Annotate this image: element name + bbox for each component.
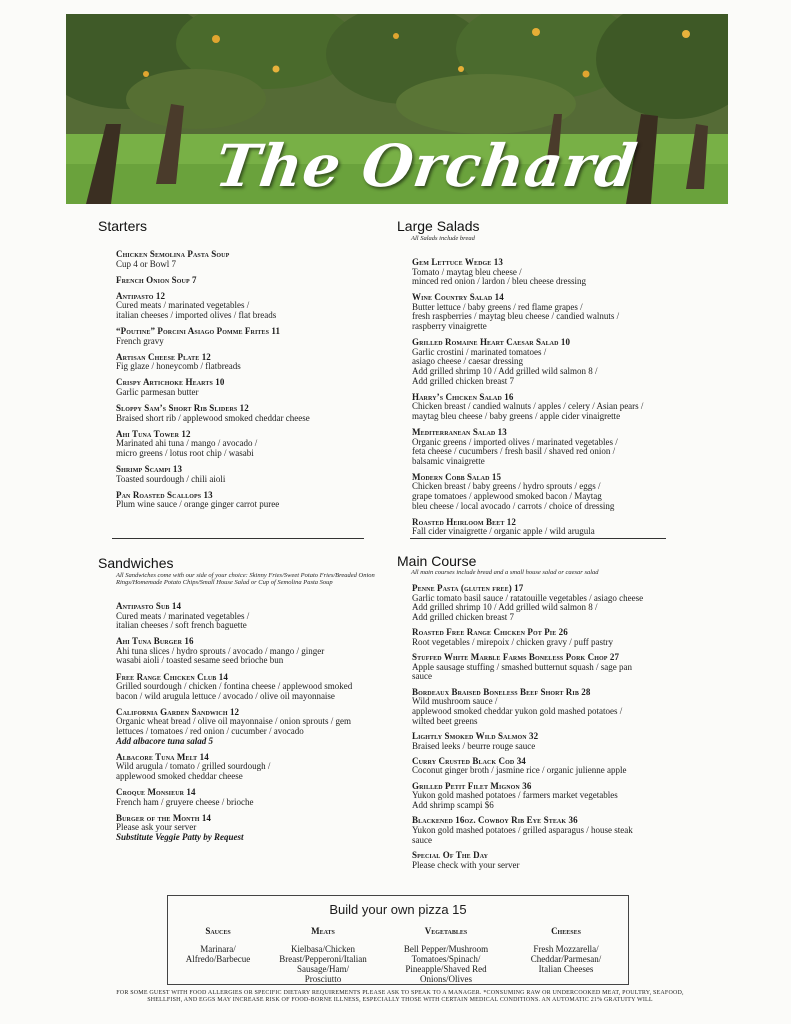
menu-item — [116, 814, 391, 843]
menu-item-name: Grilled Romaine Heart Caesar Salad 10 — [412, 337, 571, 348]
menu-item-description: minced red onion / lardon / bleu cheese dressing — [412, 276, 586, 287]
pizza-option-line: Prosciutto — [304, 974, 342, 984]
pizza-cheeses-column — [514, 926, 618, 974]
menu-item-description: Grilled sourdough / chicken / fontina cheese / applewood smoked — [116, 681, 353, 692]
menu-item-name: Burger of the Month 14 — [116, 812, 212, 823]
menu-item-description: Marinated ahi tuna / mango / avocado / — [116, 438, 258, 449]
menu-item-description: Butter lettuce / baby greens / red flame grapes / — [412, 301, 583, 312]
menu-item — [412, 473, 702, 511]
menu-item-name: Crispy Artichoke Hearts 10 — [116, 377, 225, 388]
menu-item-description: Yukon gold mashed potatoes / grilled asparagus / house steak — [412, 825, 633, 836]
menu-item — [116, 673, 391, 702]
menu-item-description: Please ask your server — [116, 822, 197, 833]
pizza-column-heading: Cheeses — [551, 926, 581, 936]
menu-item-addon-note: Add albacore tuna salad 5 — [116, 735, 214, 746]
menu-item-description: wasabi aioli / toasted sesame seed brioche bun — [116, 655, 284, 666]
starters-heading: Starters — [98, 218, 148, 234]
menu-item-name: Shrimp Scampi 13 — [116, 464, 183, 475]
menu-item-description: bleu cheese / local avocado / carrots / choice of dressing — [412, 500, 615, 511]
pizza-vegetables-column — [390, 926, 502, 984]
menu-item — [412, 628, 712, 647]
menu-item-description: Organic wheat bread / olive oil mayonnaise / onion sprouts / gem — [116, 716, 352, 727]
menu-item-name: Artisan Cheese Plate 12 — [116, 351, 211, 362]
menu-item-description: Plum wine sauce / orange ginger carrot puree — [116, 499, 280, 510]
menu-item-name: Free Range Chicken Club 14 — [116, 671, 228, 682]
menu-item-name: Blackened 16oz. Cowboy Rib Eye Steak 36 — [412, 815, 578, 826]
menu-item-description: Add grilled chicken breast 7 — [412, 611, 514, 622]
menu-item-description: Apple sausage stuffing / smashed butternut squash / sage pan — [412, 661, 633, 672]
menu-item-name: Gem Lettuce Wedge 13 — [412, 257, 503, 267]
menu-item-name: Roasted Free Range Chicken Pot Pie 26 — [412, 627, 568, 638]
menu-item-description: Toasted sourdough / chili aioli — [116, 473, 226, 484]
menu-item-description: maytag bleu cheese / baby greens / apple cider vinaigrette — [412, 410, 621, 421]
pizza-option-line: Cheddar/Parmesan/ — [530, 954, 602, 964]
menu-item-description: sauce — [412, 671, 432, 682]
menu-item — [116, 250, 386, 269]
menu-item-description: lettuces / tomatoes / red onion / cucumber / avocado — [116, 726, 304, 737]
menu-item-name: Stuffed White Marble Farms Boneless Pork Chop 27 — [412, 652, 620, 663]
menu-item-description: italian cheeses / soft french baguette — [116, 620, 247, 631]
menu-item-name: “Poutine” Porcini Asiago Pomme Frites 11 — [116, 326, 281, 337]
menu-item-description: asiago cheese / caesar dressing — [412, 356, 523, 367]
menu-item — [116, 602, 391, 631]
pizza-option-line: Fresh Mozzarella/ — [533, 944, 599, 954]
menu-item-description: Yukon gold mashed potatoes / farmers market vegetables — [412, 790, 618, 801]
menu-item-description: Add grilled shrimp 10 / Add grilled wild salmon 8 / — [412, 365, 598, 376]
menu-item-description: Braised short rib / applewood smoked cheddar cheese — [116, 412, 310, 423]
menu-item-name: Antipasto 12 — [116, 290, 166, 301]
sandwiches-heading: Sandwiches — [98, 555, 174, 571]
pizza-option-line: Breast/Pepperoni/Italian — [279, 954, 367, 964]
menu-item-description: French gravy — [116, 335, 164, 346]
menu-item — [412, 851, 712, 870]
menu-item-description: Add grilled shrimp 10 / Add grilled wild salmon 8 / — [412, 602, 598, 613]
menu-item-name: Mediterranean Salad 13 — [412, 426, 507, 437]
menu-item — [412, 782, 712, 811]
pizza-option-line: Italian Cheeses — [538, 964, 594, 974]
menu-item-name: Roasted Heirloom Beet 12 — [412, 516, 517, 527]
menu-item-description: Add shrimp scampi $6 — [412, 800, 494, 811]
menu-item-description: Please check with your server — [412, 859, 520, 870]
sandwiches-list — [116, 602, 391, 849]
pizza-meats-column — [268, 926, 378, 984]
menu-item — [116, 404, 386, 423]
menu-item — [412, 258, 702, 287]
menu-item — [412, 428, 702, 466]
menu-item-description: Garlic parmesan butter — [116, 387, 199, 398]
menu-item-description: balsamic vinaigrette — [412, 455, 485, 466]
menu-item-description: Garlic crostini / marinated tomatoes / — [412, 346, 547, 357]
pizza-sauces-column — [178, 926, 258, 964]
menu-item-description: Chicken breast / candied walnuts / apples / celery / Asian pears / — [412, 401, 644, 412]
menu-item-description: Wild mushroom sauce / — [412, 696, 498, 707]
menu-item — [116, 327, 386, 346]
menu-item — [412, 732, 712, 751]
large-salads-list — [412, 258, 702, 543]
menu-item-description: sauce — [412, 834, 432, 845]
main-course-list — [412, 584, 712, 876]
menu-item-description: Organic greens / imported olives / marinated vegetables / — [412, 436, 618, 447]
menu-item-name: Croque Monsieur 14 — [116, 787, 196, 797]
menu-item-description: Fall cider vinaigrette / organic apple / wild arugula — [412, 526, 595, 537]
menu-item-name: Modern Cobb Salad 15 — [412, 471, 502, 482]
menu-item-description: Cup 4 or Bowl 7 — [116, 258, 177, 269]
menu-item — [412, 338, 702, 386]
menu-item — [116, 430, 386, 459]
menu-item-description: feta cheese / cucumbers / fresh basil / shaved red onion / — [412, 446, 616, 457]
menu-item-name: Penne Pasta (gluten free) 17 — [412, 583, 524, 593]
sandwiches-note: All Sandwiches come with our side of your choice: Skinny Fries/Sweet Potato Fries/Breaded Onion Rings/Homemade Potato Chips/Small House Salad or Cup of Semolina Pasta Soup — [116, 572, 375, 586]
menu-item — [116, 292, 386, 321]
menu-item — [116, 378, 386, 397]
menu-item-name: Curry Crusted Black Cod 34 — [412, 755, 526, 766]
menu-item — [116, 637, 391, 666]
menu-item-name: Chicken Semolina Pasta Soup — [116, 249, 230, 259]
menu-item — [116, 753, 391, 782]
menu-item-description: Garlic tomato basil sauce / ratatouille vegetables / asiago cheese — [412, 592, 644, 603]
pizza-column-heading: Meats — [311, 926, 335, 936]
pizza-option-line: Onions/Olives — [419, 974, 472, 984]
menu-item-description: Add grilled chicken breast 7 — [412, 375, 514, 386]
menu-item-description: Tomato / maytag bleu cheese / — [412, 266, 522, 277]
starters-list — [116, 250, 386, 516]
menu-item-description: grape tomatoes / applewood smoked bacon / Maytag — [412, 490, 602, 501]
menu-item-description: applewood smoked cheddar cheese — [116, 770, 243, 781]
pizza-option-line: Bell Pepper/Mushroom — [403, 944, 489, 954]
pizza-option-line: Pineapple/Shaved Red — [405, 964, 487, 974]
section-divider — [112, 538, 364, 539]
menu-item-description: micro greens / lotus root chip / wasabi — [116, 448, 254, 458]
menu-item-name: Harry’s Chicken Salad 16 — [412, 391, 514, 402]
menu-item — [412, 293, 702, 331]
menu-item-name: Ahi Tuna Tower 12 — [116, 428, 191, 439]
menu-item — [116, 708, 391, 746]
build-your-own-pizza-box — [167, 895, 629, 985]
pizza-option-line: Kielbasa/Chicken — [291, 944, 355, 954]
menu-item-name: California Garden Sandwich 12 — [116, 706, 240, 717]
menu-item-name: French Onion Soup 7 — [116, 274, 197, 285]
menu-item — [412, 584, 712, 622]
menu-item — [412, 653, 712, 682]
menu-item-name: Grilled Petit Filet Mignon 36 — [412, 780, 532, 791]
menu-item-description: Cured meats / marinated vegetables / — [116, 610, 250, 621]
menu-item-description: Coconut ginger broth / jasmine rice / organic julienne apple — [412, 765, 627, 776]
menu-item-description: wilted beet greens — [412, 715, 478, 726]
large-salads-note: All Salads include bread — [411, 235, 475, 242]
main-course-heading: Main Course — [397, 553, 477, 569]
menu-item-description: italian cheeses / imported olives / flat breads — [116, 309, 277, 320]
menu-item — [412, 688, 712, 726]
menu-item-name: Antipasto Sub 14 — [116, 601, 182, 611]
menu-item-description: fresh raspberries / maytag bleu cheese / candied walnuts / — [412, 311, 620, 322]
pizza-option-line: Tomatoes/Spinach/ — [411, 954, 481, 964]
menu-item-name: Ahi Tuna Burger 16 — [116, 636, 194, 647]
menu-item-description: Root vegetables / mirepoix / chicken gravy / puff pastry — [412, 636, 614, 647]
main-course-note: All main courses include bread and a small house salad or caesar salad — [411, 569, 599, 576]
menu-item — [412, 757, 712, 776]
menu-item-name: Lightly Smoked Wild Salmon 32 — [412, 730, 539, 741]
menu-item-description: raspberry vinaigrette — [412, 321, 487, 332]
menu-item-name: Wine Country Salad 14 — [412, 292, 504, 303]
pizza-option-line: Sausage/Ham/ — [297, 964, 349, 974]
menu-item-description: Wild arugula / tomato / grilled sourdough / — [116, 761, 271, 772]
large-salads-heading: Large Salads — [397, 218, 480, 234]
menu-item — [116, 276, 386, 286]
menu-item-description: Braised leeks / beurre rouge sauce — [412, 740, 536, 751]
allergy-disclaimer-footer: FOR SOME GUEST WITH FOOD ALLERGIES OR SPECIFIC DIETARY REQUIREMENTS PLEASE ASK TO SPEAK TO A MANAGER. *CONSUMING RAW OR UNDERCOOKED MEAT, POULTRY, SEAFOOD, SHELLFISH, AND EGGS MAY INCREASE RISK OF FOOD-BORNE ILLNESS, ESPECIALLY THOSE WITH CERTAIN MEDICAL CONDITIONS. AN AUTOMATIC 21% GRATUITY WILL — [116, 990, 684, 1003]
menu-item-name: Albacore Tuna Melt 14 — [116, 751, 209, 762]
menu-item-name: Special Of The Day — [412, 850, 489, 861]
menu-item-description: Fig glaze / honeycomb / flatbreads — [116, 361, 241, 372]
menu-item — [412, 393, 702, 422]
menu-item-description: Ahi tuna slices / hydro sprouts / avocado / mango / ginger — [116, 645, 325, 656]
menu-item — [412, 816, 712, 845]
pizza-option-line: Alfredo/Barbecue — [185, 954, 251, 964]
menu-item-name: Sloppy Sam’s Short Rib Sliders 12 — [116, 403, 249, 414]
menu-item — [116, 788, 391, 807]
menu-item — [116, 491, 386, 510]
menu-item-description: applewood smoked cheddar yukon gold mashed potatoes / — [412, 705, 623, 716]
restaurant-name-title: The Orchard — [211, 132, 642, 200]
menu-item-name: Pan Roasted Scallops 13 — [116, 489, 213, 500]
section-divider — [410, 538, 666, 539]
pizza-column-heading: Vegetables — [424, 926, 468, 936]
menu-item-addon-note: Substitute Veggie Patty by Request — [116, 831, 244, 842]
pizza-option-line: Marinara/ — [200, 944, 236, 954]
pizza-column-heading: Sauces — [205, 926, 231, 936]
menu-item — [412, 518, 702, 537]
menu-item-description: French ham / gruyere cheese / brioche — [116, 796, 254, 807]
menu-item — [116, 465, 386, 484]
pizza-title: Build your own pizza 15 — [329, 902, 467, 917]
menu-item-description: Cured meats / marinated vegetables / — [116, 300, 250, 311]
menu-item-description: bacon / wild arugula lettuce / avocado / olive oil mayonnaise — [116, 690, 335, 701]
menu-item — [116, 353, 386, 372]
menu-item-name: Bordeaux Braised Boneless Beef Short Rib 28 — [412, 686, 591, 697]
menu-item-description: Chicken breast / baby greens / hydro sprouts / eggs / — [412, 481, 601, 492]
orchard-banner — [66, 14, 728, 204]
